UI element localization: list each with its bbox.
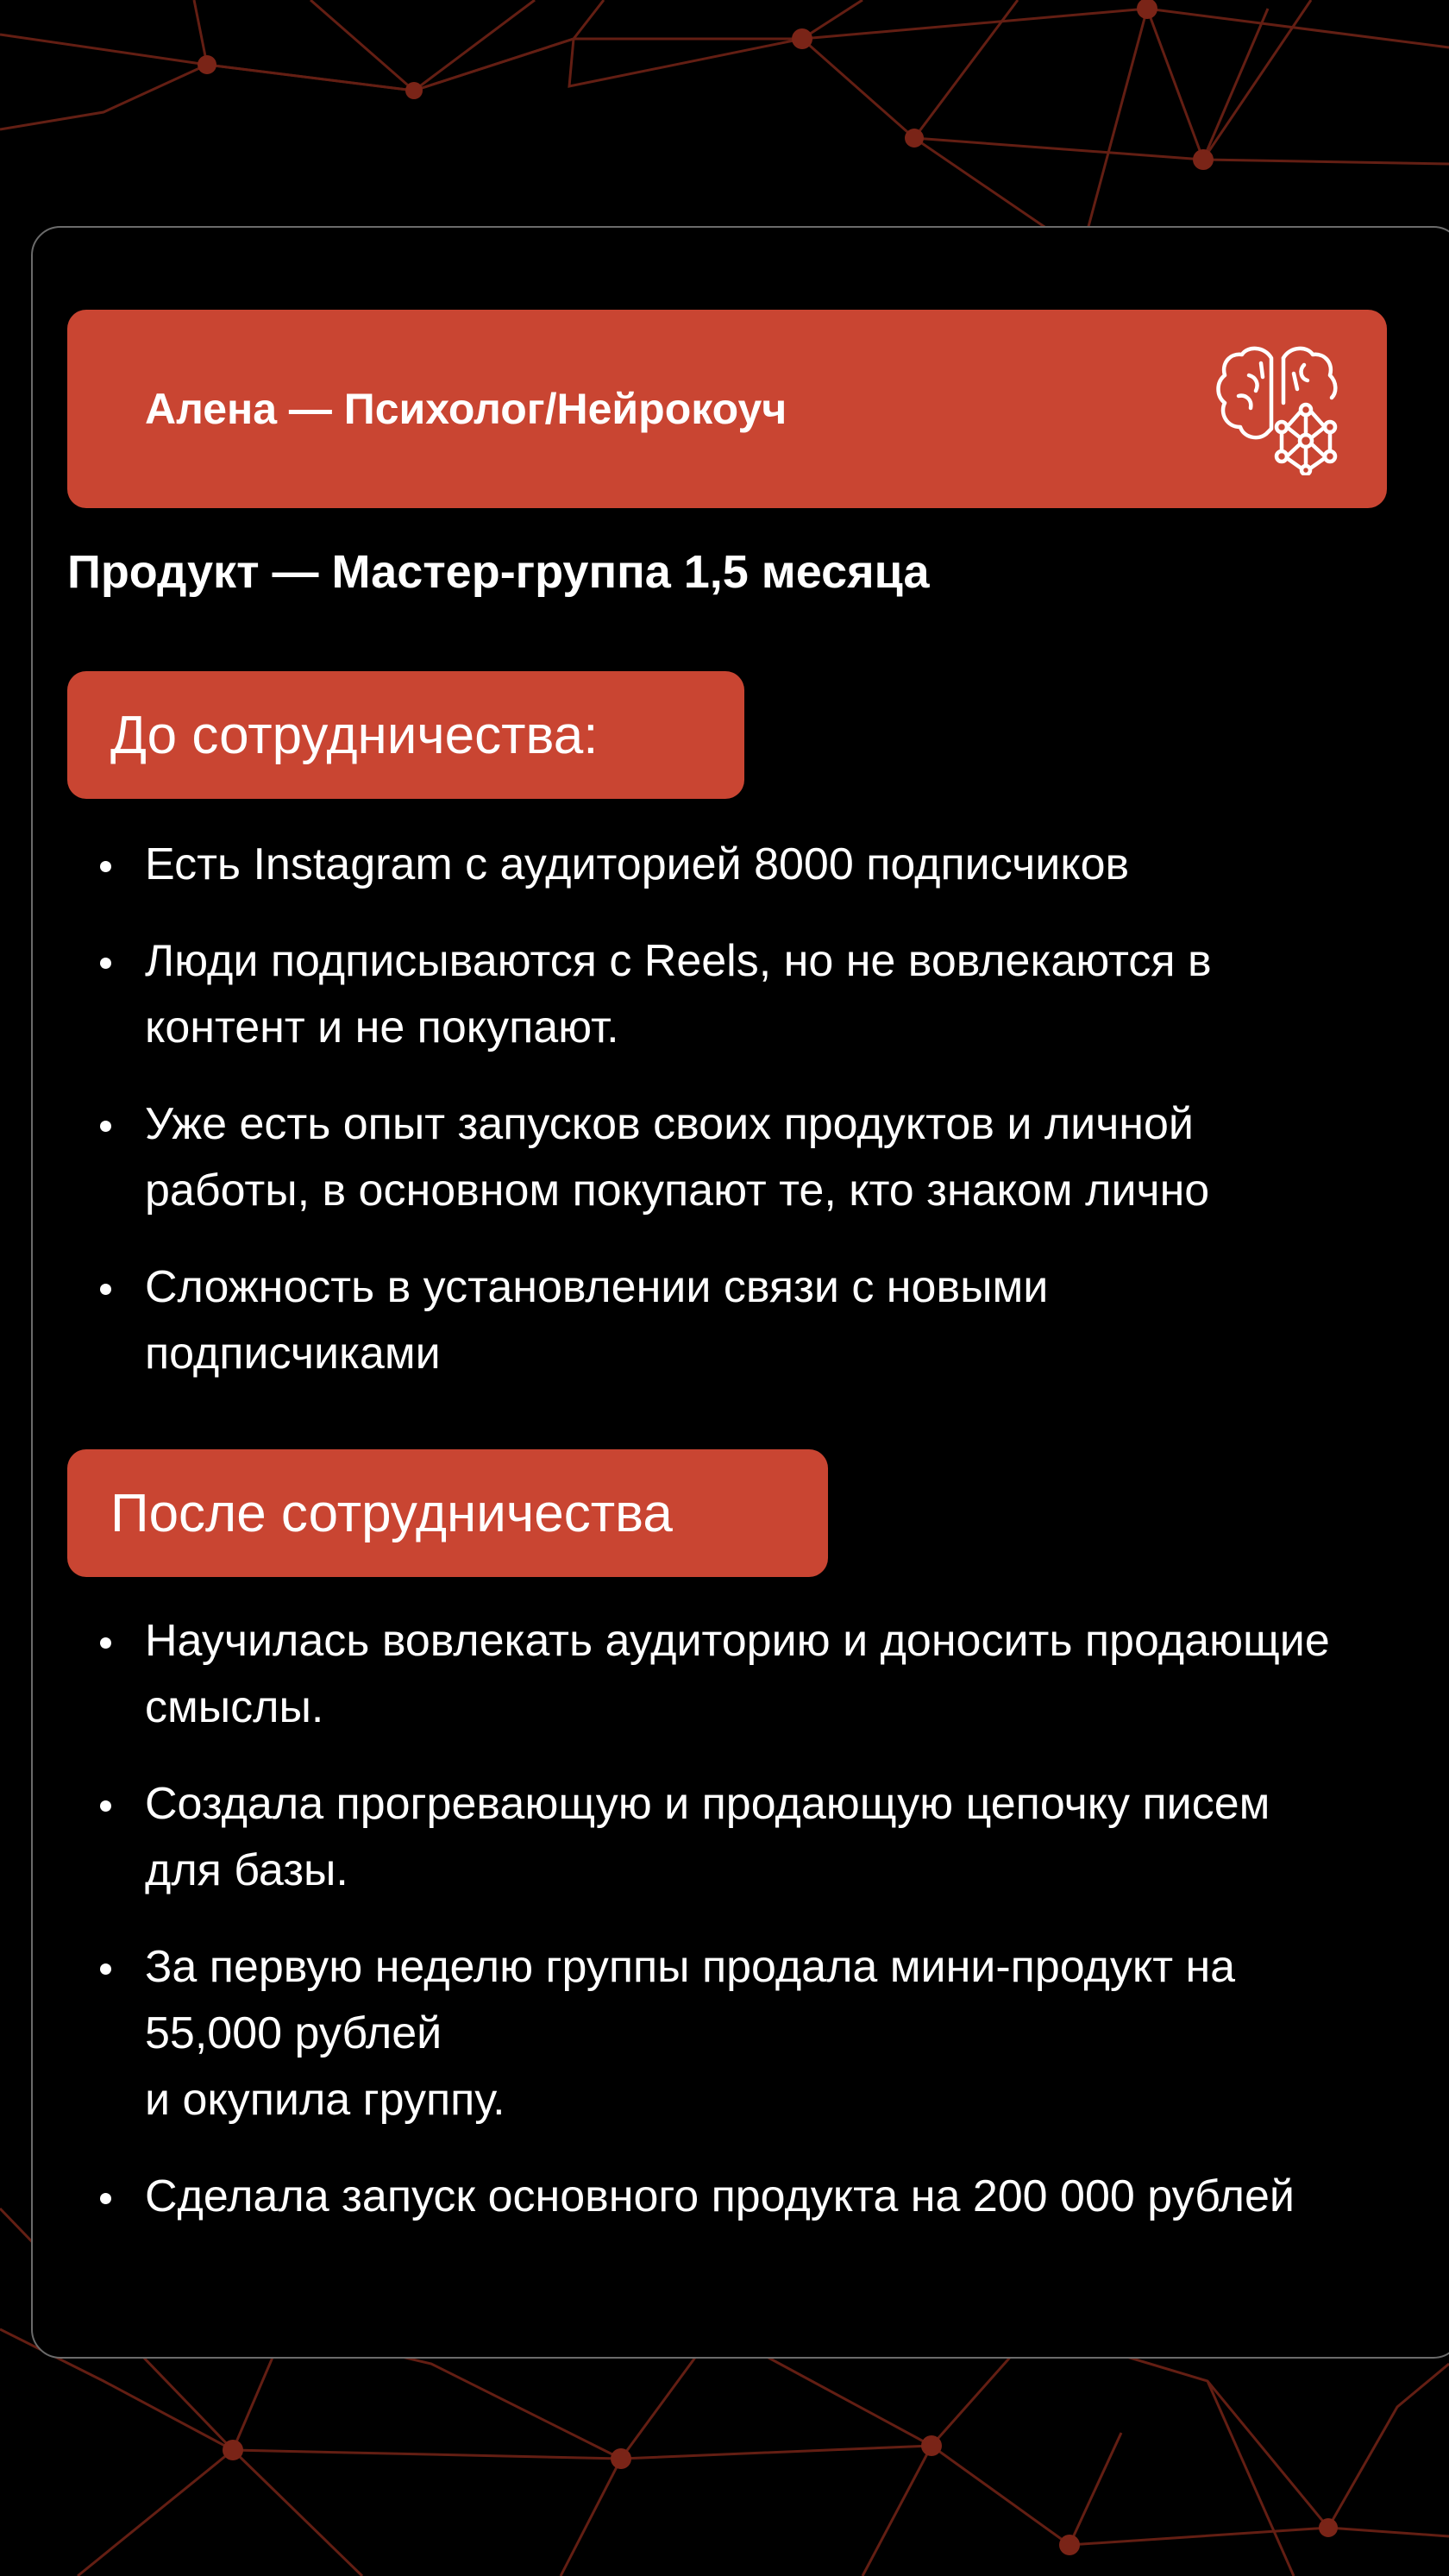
before-section-heading — [67, 671, 744, 799]
list-item: Сделала запуск основного продукта на 200 000 рублей — [67, 2164, 1344, 2230]
list-item: Научилась вовлекать аудиторию и доносить продающие смыслы. — [67, 1608, 1344, 1741]
before-heading-label: До сотрудничества: — [110, 705, 599, 765]
client-header-banner — [67, 310, 1387, 508]
list-item: Люди подписываются с Reels, но не вовлекаются в контент и не покупают. — [67, 928, 1344, 1061]
brain-network-icon — [1214, 342, 1342, 475]
after-list — [67, 1608, 1344, 2260]
before-list — [67, 832, 1344, 1417]
client-name-title: Алена — Психолог/Нейрокоуч — [145, 385, 787, 433]
case-card — [31, 226, 1449, 2359]
after-heading-label: После сотрудничества — [110, 1483, 673, 1543]
list-item: Создала прогревающую и продающую цепочку писем для базы. — [67, 1771, 1344, 1904]
after-section-heading — [67, 1449, 828, 1577]
list-item: За первую неделю группы продала мини-продукт на 55,000 рублей и окупила группу. — [67, 1934, 1344, 2133]
list-item: Есть Instagram с аудиторией 8000 подписчиков — [67, 832, 1344, 898]
list-item: Уже есть опыт запусков своих продуктов и личной работы, в основном покупают те, кто знаком лично — [67, 1091, 1344, 1224]
list-item: Сложность в установлении связи с новыми подписчиками — [67, 1254, 1344, 1387]
product-title: Продукт — Мастер-группа 1,5 месяца — [67, 546, 930, 598]
